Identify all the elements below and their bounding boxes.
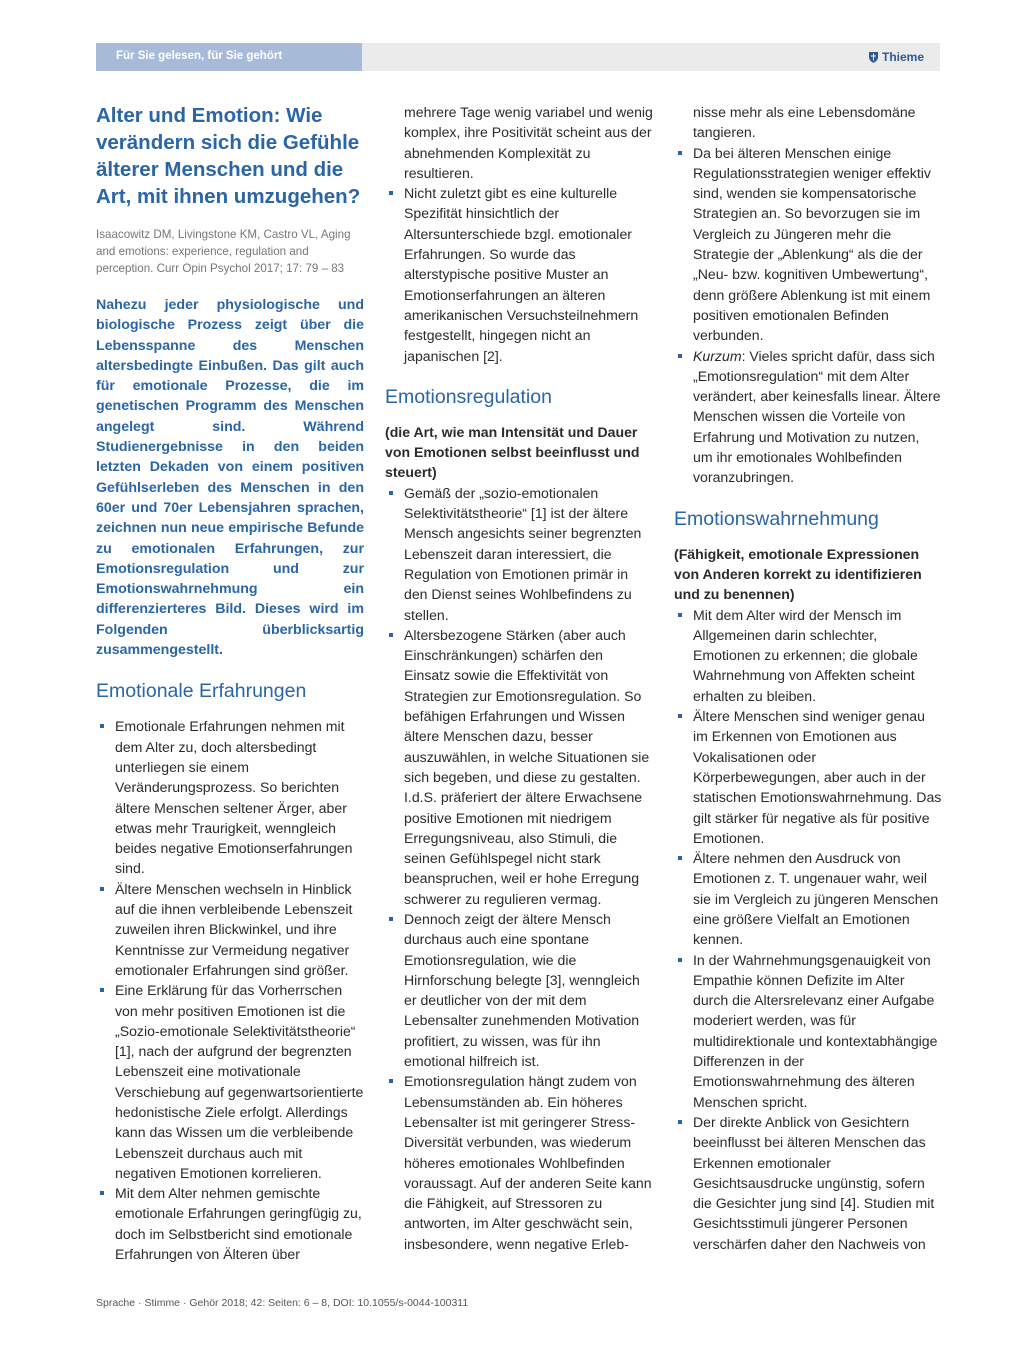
list-item-continued: nisse mehr als eine Lebensdomäne tangieren. (693, 104, 916, 141)
list-item: Eine Erklärung für das Vorherrschen von mehr positiven Emotionen ist die „Sozio-emotionale Selektivitätstheorie“ [1], nach der aufgrund der begrenzten Lebenszeit eine motivationale Verschiebung auf gegenwartsorientierte hedonistische Ziele erfolgt. Allerdings kann das Wissen um die verbleibende Lebenszeit durchaus auch mit negativen Emotionen korrelieren. (96, 980, 364, 1183)
list-item: Emotionsregulation hängt zudem von Lebensumständen ab. Ein höheres Lebensalter ist mit geringerer Stress-Diversität verbunden, was wiederum höheres emotionales Wohlbefinden voraussagt. Auf der anderen Seite kann die Fähigkeit, auf Stressoren zu antworten, im Alter geschwächt sein, insbesondere, wenn negative Erleb- (385, 1071, 653, 1254)
publisher-logo[interactable] (868, 50, 924, 64)
list-item: Dennoch zeigt der ältere Mensch durchaus auch eine spontane Emotionsregulation, wie die Hirnforschung belegte [3], wenngleich er deutlicher von der mit dem Lebensalter zunehmenden Motivation profitiert, zu wissen, was für ihn emotional hilfreich ist. (385, 909, 653, 1071)
list-item: Ältere Menschen sind weniger genau im Erkennen von Emotionen aus Vokalisationen oder Körperbewegungen, aber auch in der statischen Emotionswahrnehmung. Das gilt stärker für negative als für positive Emotionen. (674, 706, 942, 848)
article-title: Alter und Emotion: Wie verändern sich die Gefühle älterer Menschen und die Art, mit ihnen umzugehen? (96, 104, 361, 208)
list-item: Altersbezogene Stärken (aber auch Einschränkungen) schärfen den Einsatz sowie die Effektivität von Strategien zur Emotionsregulation. So befähigen Erfahrungen und Wissen ältere Menschen dazu, besser auszuwählen, in welche Situationen sie sich begeben, und diese zu gestalten. I.d.S. präferiert der ältere Erwachsene positive Emotionen mit niedrigem Erregungsniveau, also Stimuli, die seinen Gefühlspegel nicht stark beanspruchen, weil er hohe Erregung schwerer zu regulieren vermag. (385, 625, 653, 909)
list-item-continued: mehrere Tage wenig variabel und wenig komplex, ihre Positivität scheint aus der abnehmenden Komplexität zu resultieren. (404, 104, 653, 181)
heading-emotionswahrnehmung: Emotionswahrnehmung (674, 507, 879, 530)
page-footer: Sprache · Stimme · Gehör 2018; 42: Seiten: 6 – 8, DOI: 10.1055/s-0044-100311 (96, 1297, 469, 1309)
bullet-list (385, 102, 653, 366)
article-abstract: Nahezu jeder physiologische und biologische Prozess zeigt über die Lebensspanne des Menschen altersbedingte Einbußen. Das gilt auch für emotionale Prozesse, die im genetischen Programm des Menschen angelegt sind. Während Studienergebnisse in den beiden letzten Dekaden von einem positiven Gefühlserleben des Menschen in den 60er und 70er Lebensjahren sprachen, zeichnen nun neue empirische Befunde zu emotionalen Erfahrungen, zur Emotionsregulation und zur Emotionswahrnehmung ein differenzierteres Bild. Dieses wird im Folgenden überblicksartig zusammengestellt. (96, 297, 364, 659)
list-item: Der direkte Anblick von Gesichtern beeinflusst bei älteren Menschen das Erkennen emotionaler Gesichtsausdrucke ungünstig, sofern die Gesichter jung sind [4]. Studien mit Gesichtsstimuli jüngerer Personen verschärfen daher den Nachweis von (674, 1112, 942, 1254)
heading-emotionale-erfahrungen: Emotionale Erfahrungen (96, 680, 307, 703)
section-banner (96, 43, 362, 71)
thieme-crest-icon (868, 51, 879, 63)
logo-text: Thieme (881, 50, 924, 64)
column-3 (674, 102, 942, 1254)
list-item: Mit dem Alter wird der Mensch im Allgemeinen darin schlechter, Emotionen zu erkennen; die globale Wahrnehmung von Affekten scheint erhalten zu bleiben. (674, 605, 942, 706)
bullet-list (385, 483, 653, 1254)
section-subtitle: (Fähigkeit, emotionale Expressionen von Anderen korrekt zu identifizieren und zu benennen) (674, 545, 922, 603)
list-item: Da bei älteren Menschen einige Regulationsstrategien weniger effektiv sind, wenden sie kompensatorische Strategien an. So bevorzugen sie im Vergleich zu Jüngeren mehr die Strategie der „Ablenkung“ als die der „Neu- bzw. kognitiven Umbewertung“, denn größere Ablenkung ist mit einem positiven emotionalen Befinden verbunden. (674, 143, 942, 346)
list-item: Ältere nehmen den Ausdruck von Emotionen z. T. ungenauer wahr, weil sie im Vergleich zu jüngeren Menschen eine größere Vielfalt an Emotionen kennen. (674, 848, 942, 949)
header-bar (362, 43, 940, 71)
list-item-text: : Vieles spricht dafür, dass sich „Emotionsregulation“ mit dem Alter verändert, aber keinesfalls linear. Ältere Menschen wissen die Vorteile von Erfahrung und Motivation zu nutzen, um ihr emotionales Wohlbefinden voranzubringen. (693, 347, 941, 486)
list-item: In der Wahrnehmungsgenauigkeit von Empathie können Defizite im Alter durch die Altersrelevanz einer Aufgabe moderiert werden, was für multidirektionale und kontextabhängige Differenzen in der Emotionswahrnehmung des älteren Menschen spricht. (674, 950, 942, 1112)
list-item (674, 346, 942, 488)
heading-emotionsregulation: Emotionsregulation (385, 385, 552, 408)
section-subtitle: (die Art, wie man Intensität und Dauer von Emotionen selbst beeinflusst und steuert) (385, 423, 640, 481)
article-citation: Isaacowitz DM, Livingstone KM, Castro VL, Aging and emotions: experience, regulation and perception. Curr Opin Psychol 2017; 17: 79 – 83 (96, 228, 351, 275)
column-1 (96, 102, 364, 1264)
bullet-list (96, 716, 364, 1264)
list-item: Emotionale Erfahrungen nehmen mit dem Alter zu, doch altersbedingt unterliegen sie einem Veränderungsprozess. So berichten ältere Menschen seltener Ärger, aber etwas mehr Traurigkeit, wenngleich beides negative Emotionserfahrungen sind. (96, 716, 364, 878)
emphasis-text: Kurzum (693, 347, 742, 364)
list-item: Gemäß der „sozio-emotionalen Selektivitätstheorie“ [1] ist der ältere Mensch angesichts seiner begrenzten Lebenszeit daran interessiert, die Regulation von Emotionen primär in den Dienst seines Wohlbefindens zu stellen. (385, 483, 653, 625)
bullet-list (674, 605, 942, 1255)
section-label: Für Sie gelesen, für Sie gehört (116, 50, 283, 62)
list-item: Nicht zuletzt gibt es eine kulturelle Spezifität hinsichtlich der Altersunterschiede bzgl. emotionaler Erfahrungen. So wurde das alterstypische positive Muster an Emotionserfahrungen an älteren amerikanischen Versuchsteilnehmern festgestellt, hingegen nicht an japanischen [2]. (385, 183, 653, 366)
list-item: Ältere Menschen wechseln in Hinblick auf die ihnen verbleibende Lebenszeit zuweilen ihren Blickwinkel, und ihre Kenntnisse zur Vermeidung negativer emotionaler Erfahrungen sind größer. (96, 879, 364, 980)
bullet-list (674, 102, 942, 488)
column-2 (385, 102, 653, 1254)
list-item: Mit dem Alter nehmen gemischte emotionale Erfahrungen geringfügig zu, doch im Selbstbericht sind emotionale Erfahrungen von Älteren über (96, 1183, 364, 1264)
